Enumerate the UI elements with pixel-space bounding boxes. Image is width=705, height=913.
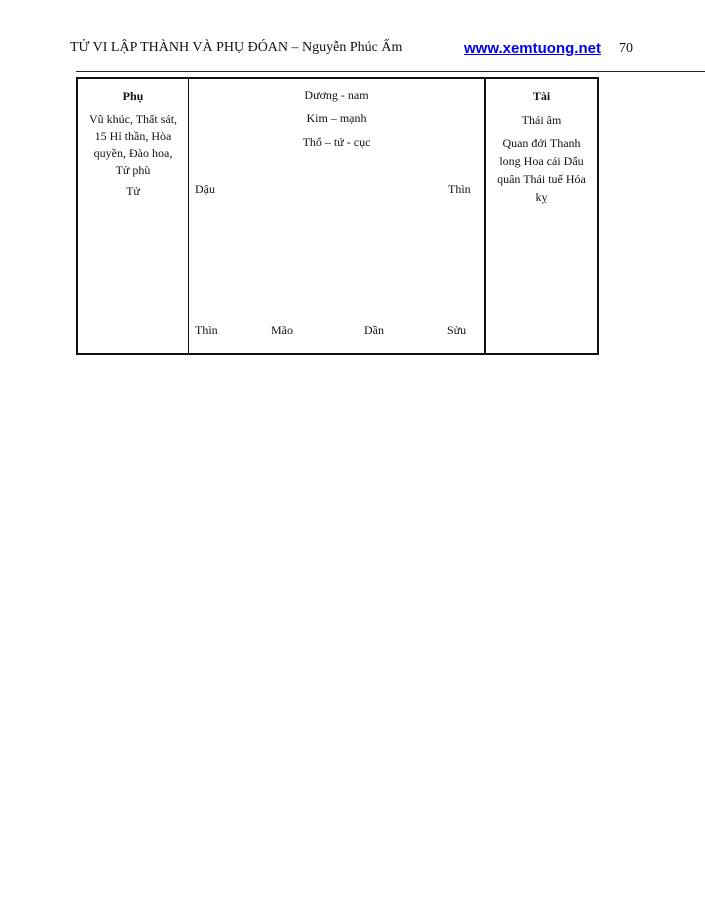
horoscope-chart [76,77,599,355]
chart-center [189,79,486,353]
star-line: kỵ [535,190,548,204]
page-number: 70 [619,41,633,56]
palace-name: Tài [532,89,551,103]
website-link[interactable]: www.xemtuong.net [464,40,601,57]
branch-label: Thìn [448,182,471,196]
palace-name: Phụ [122,89,144,103]
branch-label: Dậu [195,182,215,196]
branch-label: Dần [364,323,384,337]
star-line: quân Thái tuế Hóa [497,172,586,186]
palace-stars [82,111,184,179]
star-line: Tử phù [115,163,151,177]
star-line: long Hoa cái Dẩu [499,154,584,168]
gender-line: Dương - nam [304,88,369,102]
palace-stars [490,134,593,206]
branch-label: Sửu [447,323,467,337]
star-line: quyền, Đào hoa, [93,146,173,160]
header-divider [76,71,705,72]
page-header [0,0,705,72]
main-star: Thái âm [521,113,562,127]
star-line: 15 Hỉ thần, Hòa [94,129,172,143]
palace-tai [486,79,597,353]
palace-phu [78,79,189,353]
branch-label: Thìn [195,323,218,337]
star-line: Vũ khúc, Thất sát, [88,112,178,126]
document-title: TỬ VI LẬP THÀNH VÀ PHỤ ĐÓAN – Nguyễn Phúc Ấm [70,40,403,55]
star-line: Quan đới Thanh [502,136,581,150]
element-line: Kim – mạnh [306,111,367,125]
cuc-line: Thổ – tứ - cục [302,135,371,149]
palace-branch: Tử [126,184,140,198]
branch-label: Mão [271,323,293,337]
